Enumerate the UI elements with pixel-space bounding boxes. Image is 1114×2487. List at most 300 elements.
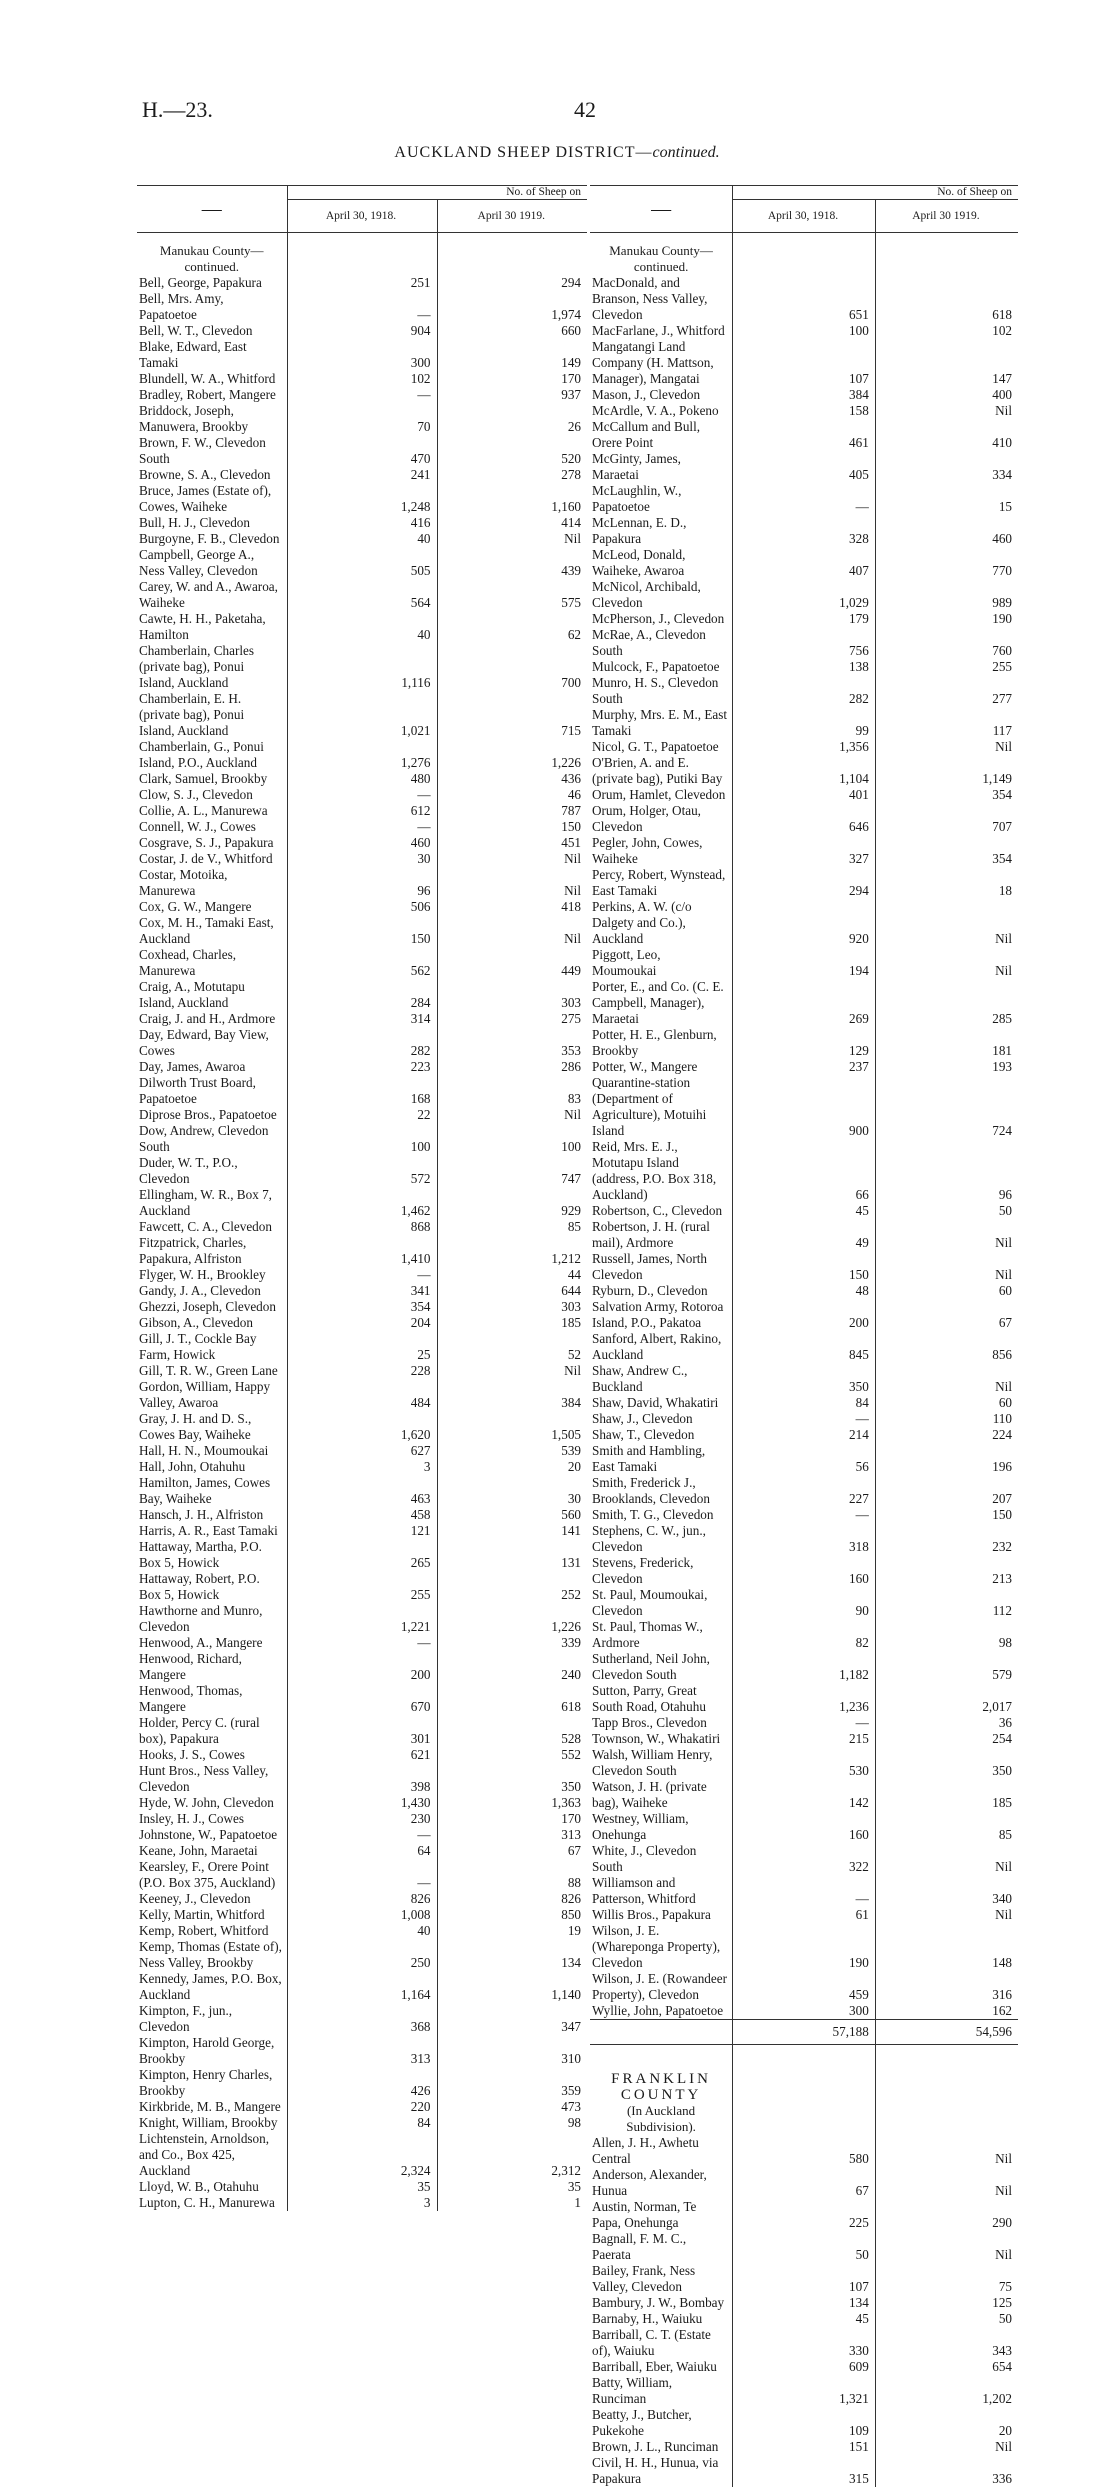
owner-name: Wilson, J. E. (Whareponga Property), Clevedon xyxy=(590,1923,733,1971)
table-row xyxy=(137,1763,587,1795)
sheep-1919: 707 xyxy=(875,803,1018,835)
table-row xyxy=(590,2375,1018,2407)
owner-name: Austin, Norman, Te Papa, Onehunga xyxy=(590,2199,733,2231)
sheep-1919: 539 xyxy=(437,1443,587,1459)
table-row xyxy=(590,1283,1018,1299)
sheep-1919: 347 xyxy=(437,2003,587,2035)
sheep-1919: Nil xyxy=(875,947,1018,979)
table-row xyxy=(590,1443,1018,1475)
table-row xyxy=(137,643,587,691)
owner-name: Hamilton, James, Cowes Bay, Waiheke xyxy=(137,1475,287,1507)
table-row xyxy=(590,419,1018,451)
sheep-1918: 651 xyxy=(733,275,876,323)
table-row xyxy=(590,1219,1018,1251)
table-row xyxy=(137,835,587,851)
owner-name: Kemp, Robert, Whitford xyxy=(137,1923,287,1939)
table-row xyxy=(137,403,587,435)
sheep-1919: 826 xyxy=(437,1891,587,1907)
sheep-1918: 328 xyxy=(733,515,876,547)
title-continued: continued. xyxy=(652,144,719,161)
owner-name: Sutherland, Neil John, Clevedon South xyxy=(590,1651,733,1683)
sheep-1919: 125 xyxy=(875,2295,1018,2311)
column-header-1918: April 30, 1918. xyxy=(733,200,876,233)
owner-name: Munro, H. S., Clevedon South xyxy=(590,675,733,707)
table-row xyxy=(137,1907,587,1923)
table-row xyxy=(590,451,1018,483)
table-row xyxy=(590,2263,1018,2295)
sheep-1918: 48 xyxy=(733,1283,876,1299)
owner-name: White, J., Clevedon South xyxy=(590,1843,733,1875)
sheep-1918: 223 xyxy=(287,1059,437,1075)
table-row xyxy=(590,611,1018,627)
owner-name: Barriball, C. T. (Estate of), Waiuku xyxy=(590,2327,733,2359)
sheep-1919: 170 xyxy=(437,371,587,387)
sheep-1918: 458 xyxy=(287,1507,437,1523)
table-row xyxy=(137,803,587,819)
sheep-1919: 618 xyxy=(875,275,1018,323)
sheep-1919: 575 xyxy=(437,579,587,611)
sheep-1919: 98 xyxy=(875,1619,1018,1651)
owner-name: Smith, T. G., Clevedon xyxy=(590,1507,733,1523)
table-row xyxy=(137,1683,587,1715)
owner-name: Keane, John, Maraetai xyxy=(137,1843,287,1859)
column-header-1919: April 30 1919. xyxy=(437,200,587,233)
owner-name: Murphy, Mrs. E. M., East Tamaki xyxy=(590,707,733,739)
owner-name: Beatty, J., Butcher, Pukekohe xyxy=(590,2407,733,2439)
table-row xyxy=(590,387,1018,403)
sheep-1919: 760 xyxy=(875,627,1018,659)
sheep-1919: 252 xyxy=(437,1571,587,1603)
sheep-1918: 564 xyxy=(287,579,437,611)
table-row xyxy=(590,483,1018,515)
sheep-1919: 275 xyxy=(437,1011,587,1027)
right-section-heading-spacer-2 xyxy=(875,233,1018,276)
owner-name: Hattaway, Martha, P.O. Box 5, Howick xyxy=(137,1539,287,1571)
sheep-1918: 426 xyxy=(287,2067,437,2099)
sheep-1919: Nil xyxy=(875,2439,1018,2455)
sheep-1919: 98 xyxy=(437,2115,587,2131)
table-row xyxy=(137,2003,587,2035)
table-row xyxy=(137,1443,587,1459)
owner-name: Flyger, W. H., Brookley xyxy=(137,1267,287,1283)
sheep-1918: 237 xyxy=(733,1059,876,1075)
owner-name: Bell, W. T., Clevedon xyxy=(137,323,287,339)
sheep-1918: 255 xyxy=(287,1571,437,1603)
owner-name: Walsh, William Henry, Clevedon South xyxy=(590,1747,733,1779)
page-code: H.—23. xyxy=(142,97,213,123)
table-row xyxy=(137,1539,587,1571)
table-row xyxy=(590,1907,1018,1923)
sheep-1918: — xyxy=(287,1635,437,1651)
table-row xyxy=(137,467,587,483)
totals-row xyxy=(590,2020,1018,2045)
owner-name: Robertson, C., Clevedon xyxy=(590,1203,733,1219)
sheep-1918: 322 xyxy=(733,1843,876,1875)
table-row xyxy=(137,2131,587,2179)
sheep-1918: 61 xyxy=(733,1907,876,1923)
table-row xyxy=(590,899,1018,947)
sheep-1919: 929 xyxy=(437,1187,587,1219)
sheep-1918: 904 xyxy=(287,323,437,339)
owner-name: Henwood, A., Mangere xyxy=(137,1635,287,1651)
sheep-1919: Nil xyxy=(437,1107,587,1123)
sheep-1919: Nil xyxy=(875,2231,1018,2263)
sheep-1918: 300 xyxy=(287,339,437,371)
sheep-1918: 200 xyxy=(733,1299,876,1331)
sheep-1919: 67 xyxy=(437,1843,587,1859)
sheep-1918: 84 xyxy=(733,1395,876,1411)
owner-name: Fitzpatrick, Charles, Papakura, Alfriston xyxy=(137,1235,287,1267)
table-row xyxy=(137,2195,587,2211)
table-row xyxy=(137,275,587,291)
owner-name: Piggott, Leo, Moumoukai xyxy=(590,947,733,979)
sheep-1918: 350 xyxy=(733,1363,876,1395)
sheep-1918: 40 xyxy=(287,1923,437,1939)
sheep-1919: 336 xyxy=(875,2455,1018,2487)
sheep-1919: Nil xyxy=(437,531,587,547)
sheep-1918: 341 xyxy=(287,1283,437,1299)
sheep-1919: 46 xyxy=(437,787,587,803)
sheep-1918: 826 xyxy=(287,1891,437,1907)
sheep-1919: 50 xyxy=(875,2311,1018,2327)
sheep-1918: 96 xyxy=(287,867,437,899)
sheep-1919: 354 xyxy=(875,835,1018,867)
table-row xyxy=(590,2407,1018,2439)
table-row xyxy=(590,1587,1018,1619)
sheep-1918: 459 xyxy=(733,1971,876,2003)
sheep-1918: 150 xyxy=(733,1251,876,1283)
table-row xyxy=(590,1139,1018,1203)
owner-name: Kennedy, James, P.O. Box, Auckland xyxy=(137,1971,287,2003)
table-row xyxy=(137,1379,587,1411)
sheep-1919: Nil xyxy=(875,1251,1018,1283)
page-title xyxy=(0,144,1114,162)
sheep-1918: 3 xyxy=(287,1459,437,1475)
owner-name: Lloyd, W. B., Otahuhu xyxy=(137,2179,287,2195)
franklin-county-subheading-spacer-2 xyxy=(875,2103,1018,2135)
sheep-1918: 405 xyxy=(733,451,876,483)
sheep-1918: 461 xyxy=(733,419,876,451)
sheep-1919: 190 xyxy=(875,611,1018,627)
sheep-1918: 1,620 xyxy=(287,1411,437,1443)
sheep-1918: 572 xyxy=(287,1155,437,1187)
sheep-1918: 327 xyxy=(733,835,876,867)
owner-name: Brown, J. L., Runciman xyxy=(590,2439,733,2455)
sheep-1918: 45 xyxy=(733,2311,876,2327)
sheep-1918: 2,324 xyxy=(287,2131,437,2179)
table-row xyxy=(137,1651,587,1683)
left-section-heading-spacer-2 xyxy=(437,233,587,276)
owner-name: McCallum and Bull, Orere Point xyxy=(590,419,733,451)
sheep-1919: 20 xyxy=(875,2407,1018,2439)
sheep-1919: 579 xyxy=(875,1651,1018,1683)
table-row xyxy=(590,867,1018,899)
owner-name: Coxhead, Charles, Manurewa xyxy=(137,947,287,979)
sheep-1918: 401 xyxy=(733,787,876,803)
total-1918: 57,188 xyxy=(733,2020,876,2045)
owner-name: Kimpton, Henry Charles, Brookby xyxy=(137,2067,287,2099)
column-header-dash: — xyxy=(137,186,287,233)
table-row xyxy=(590,1683,1018,1715)
sheep-1918: 109 xyxy=(733,2407,876,2439)
owner-name: Wilson, J. E. (Rowandeer Property), Clevedon xyxy=(590,1971,733,2003)
sheep-1919: 110 xyxy=(875,1411,1018,1427)
sheep-1919: 150 xyxy=(875,1507,1018,1523)
sheep-1918: 204 xyxy=(287,1315,437,1331)
sheep-1919: 196 xyxy=(875,1443,1018,1475)
sheep-1919: 224 xyxy=(875,1427,1018,1443)
sheep-1919: 88 xyxy=(437,1859,587,1891)
sheep-1919: 340 xyxy=(875,1875,1018,1907)
owner-name: Hansch, J. H., Alfriston xyxy=(137,1507,287,1523)
table-row xyxy=(137,435,587,467)
table-row xyxy=(137,819,587,835)
sheep-1919: 278 xyxy=(437,467,587,483)
table-row xyxy=(137,387,587,403)
table-row xyxy=(590,2327,1018,2359)
sheep-1919: 100 xyxy=(437,1123,587,1155)
owner-name: Bailey, Frank, Ness Valley, Clevedon xyxy=(590,2263,733,2295)
sheep-1918: 1,029 xyxy=(733,579,876,611)
table-row xyxy=(137,1811,587,1827)
table-row xyxy=(137,1459,587,1475)
sheep-1918: 301 xyxy=(287,1715,437,1747)
sheep-1919: 290 xyxy=(875,2199,1018,2231)
table-row xyxy=(590,787,1018,803)
table-row xyxy=(590,659,1018,675)
right-table-body xyxy=(590,186,1018,2487)
left-section-heading-spacer-1 xyxy=(287,233,437,276)
sheep-1918: 670 xyxy=(287,1683,437,1715)
sheep-1918: 107 xyxy=(733,2263,876,2295)
owner-name: Lupton, C. H., Manurewa xyxy=(137,2195,287,2211)
sheep-1919: 26 xyxy=(437,403,587,435)
sheep-1919: 310 xyxy=(437,2035,587,2067)
table-row xyxy=(137,1315,587,1331)
owner-name: Fawcett, C. A., Clevedon xyxy=(137,1219,287,1235)
owner-name: Orum, Holger, Otau, Clevedon xyxy=(590,803,733,835)
total-1919: 54,596 xyxy=(875,2020,1018,2045)
sheep-1918: 251 xyxy=(287,275,437,291)
table-row xyxy=(137,1859,587,1891)
table-row xyxy=(137,547,587,579)
table-row xyxy=(590,1203,1018,1219)
owner-name: Cawte, H. H., Paketaha, Hamilton xyxy=(137,611,287,643)
sheep-1918: 179 xyxy=(733,611,876,627)
owner-name: Shaw, T., Clevedon xyxy=(590,1427,733,1443)
sheep-1918: 49 xyxy=(733,1219,876,1251)
table-row xyxy=(137,1891,587,1907)
owner-name: Cox, M. H., Tamaki East, Auckland xyxy=(137,915,287,947)
table-row xyxy=(137,1411,587,1443)
sheep-1918: 845 xyxy=(733,1331,876,1363)
sheep-1919: 193 xyxy=(875,1059,1018,1075)
sheep-1919: 213 xyxy=(875,1555,1018,1587)
sheep-1919: 147 xyxy=(875,339,1018,387)
sheep-1918: 282 xyxy=(733,675,876,707)
sheep-1918: 225 xyxy=(733,2199,876,2231)
sheep-1918: — xyxy=(287,819,437,835)
sheep-1918: 646 xyxy=(733,803,876,835)
sheep-1918: 150 xyxy=(287,915,437,947)
owner-name: Potter, W., Mangere xyxy=(590,1059,733,1075)
table-row xyxy=(590,1507,1018,1523)
sheep-1919: 937 xyxy=(437,387,587,403)
sheep-1918: 354 xyxy=(287,1299,437,1315)
sheep-1918: 562 xyxy=(287,947,437,979)
table-row xyxy=(590,835,1018,867)
owner-name: McLaughlin, W., Papatoetoe xyxy=(590,483,733,515)
sheep-1918: 506 xyxy=(287,899,437,915)
table-row xyxy=(590,1619,1018,1651)
sheep-1918: 269 xyxy=(733,979,876,1027)
owner-name: MacDonald, and Branson, Ness Valley, Clevedon xyxy=(590,275,733,323)
sheep-1918: — xyxy=(287,1859,437,1891)
table-row xyxy=(590,755,1018,787)
sheep-1919: 96 xyxy=(875,1139,1018,1203)
sheep-1918: 398 xyxy=(287,1763,437,1795)
sheep-1918: 609 xyxy=(733,2359,876,2375)
sheep-1919: Nil xyxy=(875,1843,1018,1875)
sheep-1919: 36 xyxy=(875,1715,1018,1731)
table-row xyxy=(137,1123,587,1155)
table-row xyxy=(590,1059,1018,1075)
sheep-1918: — xyxy=(287,291,437,323)
table-row xyxy=(590,403,1018,419)
sheep-1918: — xyxy=(287,787,437,803)
sheep-1918: 35 xyxy=(287,2179,437,2195)
table-row xyxy=(137,2067,587,2099)
sheep-1919: 451 xyxy=(437,835,587,851)
sheep-1918: 265 xyxy=(287,1539,437,1571)
table-row xyxy=(137,579,587,611)
sheep-1919: 35 xyxy=(437,2179,587,2195)
sheep-1918: 484 xyxy=(287,1379,437,1411)
table-row xyxy=(137,947,587,979)
owner-name: Tapp Bros., Clevedon xyxy=(590,1715,733,1731)
sheep-1918: 160 xyxy=(733,1555,876,1587)
table-row xyxy=(590,1475,1018,1507)
sheep-1919: Nil xyxy=(875,739,1018,755)
table-row xyxy=(590,275,1018,323)
sheep-1918: 22 xyxy=(287,1107,437,1123)
table-row xyxy=(590,2231,1018,2263)
owner-name: Stevens, Frederick, Clevedon xyxy=(590,1555,733,1587)
owner-name: Barriball, Eber, Waiuku xyxy=(590,2359,733,2375)
sheep-1919: 62 xyxy=(437,611,587,643)
owner-name: McNicol, Archibald, Clevedon xyxy=(590,579,733,611)
owner-name: Craig, J. and H., Ardmore xyxy=(137,1011,287,1027)
sheep-1919: 552 xyxy=(437,1747,587,1763)
sheep-1918: 416 xyxy=(287,515,437,531)
owner-name: Dow, Andrew, Clevedon South xyxy=(137,1123,287,1155)
owner-name: Lichtenstein, Arnoldson, and Co., Box 425, Auckland xyxy=(137,2131,287,2179)
sheep-1919: 75 xyxy=(875,2263,1018,2295)
owner-name: MacFarlane, J., Whitford xyxy=(590,323,733,339)
sheep-1919: 20 xyxy=(437,1459,587,1475)
sheep-1919: 343 xyxy=(875,2327,1018,2359)
owner-name: Chamberlain, Charles (private bag), Ponui Island, Auckland xyxy=(137,643,287,691)
franklin-county-heading-row xyxy=(590,2045,1018,2104)
sheep-1918: — xyxy=(733,1507,876,1523)
sheep-1919: 436 xyxy=(437,771,587,787)
sheep-1919: Nil xyxy=(875,2135,1018,2167)
sheep-1918: — xyxy=(733,1715,876,1731)
sheep-1919: 30 xyxy=(437,1475,587,1507)
sheep-1919: 384 xyxy=(437,1379,587,1411)
sheep-1918: 1,321 xyxy=(733,2375,876,2407)
sheep-1919: 618 xyxy=(437,1683,587,1715)
sheep-1919: 60 xyxy=(875,1395,1018,1411)
sheep-1918: 168 xyxy=(287,1075,437,1107)
sheep-1919: 185 xyxy=(437,1315,587,1331)
owner-name: Shaw, Andrew C., Buckland xyxy=(590,1363,733,1395)
owner-name: Gibson, A., Clevedon xyxy=(137,1315,287,1331)
table-row xyxy=(137,1059,587,1075)
sheep-1919: 117 xyxy=(875,707,1018,739)
sheep-1919: 1,226 xyxy=(437,1603,587,1635)
table-row xyxy=(590,1715,1018,1731)
sheep-1918: 313 xyxy=(287,2035,437,2067)
table-row xyxy=(590,803,1018,835)
table-row xyxy=(590,1875,1018,1907)
owner-name: Bruce, James (Estate of), Cowes, Waiheke xyxy=(137,483,287,515)
owner-name: Ellingham, W. R., Box 7, Auckland xyxy=(137,1187,287,1219)
sheep-1919: 134 xyxy=(437,1939,587,1971)
sheep-1919: 131 xyxy=(437,1539,587,1571)
sheep-1918: 315 xyxy=(733,2455,876,2487)
table-row xyxy=(137,2099,587,2115)
owner-name: Chamberlain, G., Ponui Island, P.O., Auckland xyxy=(137,739,287,771)
table-row xyxy=(590,1523,1018,1555)
table-row xyxy=(590,1555,1018,1587)
sheep-1919: 359 xyxy=(437,2067,587,2099)
table-row xyxy=(137,1219,587,1235)
sheep-1918: 1,248 xyxy=(287,483,437,515)
table-row xyxy=(590,675,1018,707)
owner-name: Kimpton, F., jun., Clevedon xyxy=(137,2003,287,2035)
sheep-1919: 207 xyxy=(875,1475,1018,1507)
sheep-1919: 724 xyxy=(875,1075,1018,1139)
table-row xyxy=(590,2003,1018,2020)
table-row xyxy=(137,1475,587,1507)
sheep-1919: 141 xyxy=(437,1523,587,1539)
owner-name: Brown, F. W., Clevedon South xyxy=(137,435,287,467)
owner-name: Potter, H. E., Glenburn, Brookby xyxy=(590,1027,733,1059)
owner-name: Collie, A. L., Manurewa xyxy=(137,803,287,819)
owner-name: McLeod, Donald, Waiheke, Awaroa xyxy=(590,547,733,579)
sheep-1918: 50 xyxy=(733,2231,876,2263)
sheep-1918: 250 xyxy=(287,1939,437,1971)
owner-name: Browne, S. A., Clevedon xyxy=(137,467,287,483)
sheep-1919: 520 xyxy=(437,435,587,467)
table-row xyxy=(590,2439,1018,2455)
right-section-heading-row xyxy=(590,233,1018,276)
sheep-1919: 181 xyxy=(875,1027,1018,1059)
owner-name: McLennan, E. D., Papakura xyxy=(590,515,733,547)
owner-name: Insley, H. J., Cowes xyxy=(137,1811,287,1827)
sheep-1918: 463 xyxy=(287,1475,437,1507)
owner-name: Henwood, Richard, Mangere xyxy=(137,1651,287,1683)
sheep-1919: 303 xyxy=(437,979,587,1011)
sheep-1918: 407 xyxy=(733,547,876,579)
owner-name: Costar, Motoika, Manurewa xyxy=(137,867,287,899)
table-row xyxy=(137,979,587,1011)
owner-name: Gordon, William, Happy Valley, Awaroa xyxy=(137,1379,287,1411)
owner-name: Clow, S. J., Clevedon xyxy=(137,787,287,803)
sheep-1919: 1,149 xyxy=(875,755,1018,787)
table-row xyxy=(137,1715,587,1747)
